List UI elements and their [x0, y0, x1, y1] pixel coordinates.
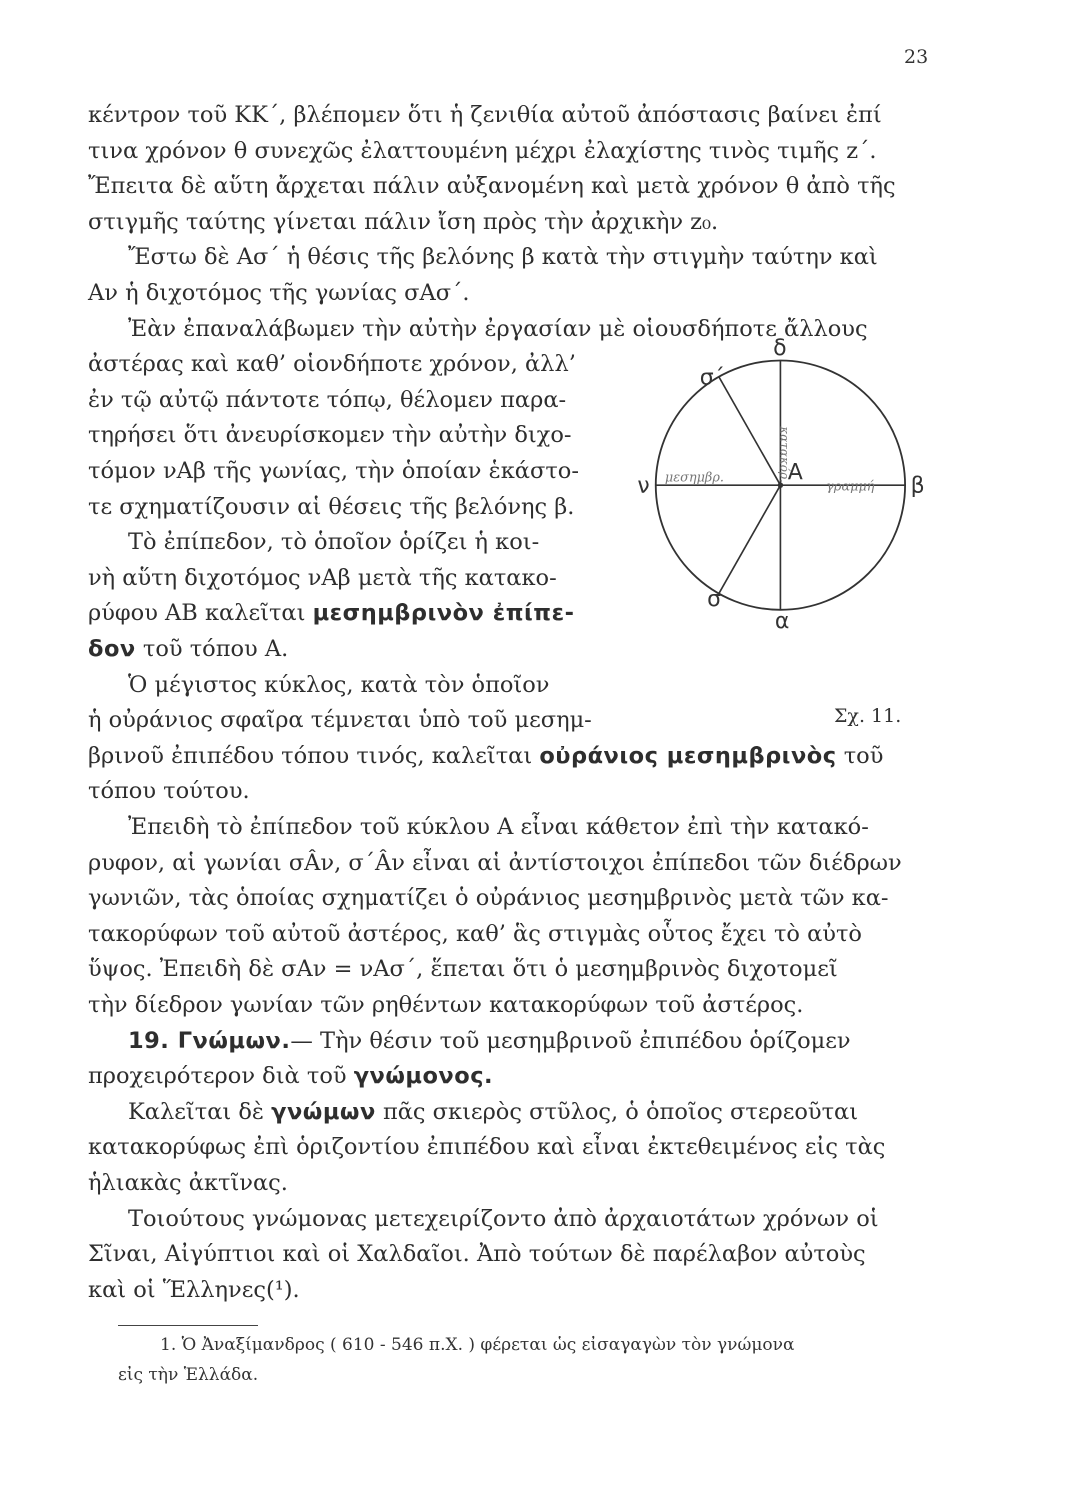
- handwritten-note-right: γραμμή: [826, 479, 875, 495]
- text-line: ρυφον, αἱ γωνίαι σÂν, σ΄Âν εἶναι αἱ ἀντίστοιχοι ἐπίπεδοι τῶν διέδρων: [88, 849, 902, 876]
- text-span: — Τὴν θέσιν τοῦ μεσημβρινοῦ ἐπιπέδου ὁρίζομεν: [290, 1027, 851, 1054]
- text-line: Τὸ ἐπίπεδον, τὸ ὁποῖον ὁρίζει ἡ κοι-: [128, 529, 540, 556]
- text-line: Ἔστω δὲ Ασ΄ ἡ θέσις τῆς βελόνης β κατὰ τὴν στιγμὴν ταύτην καὶ: [128, 244, 878, 271]
- footnote-line: εἰς τὴν Ἑλλάδα.: [118, 1364, 259, 1385]
- text-span: Καλεῖται δὲ: [128, 1098, 272, 1125]
- text-line: Ὁ μέγιστος κύκλος, κατὰ τὸν ὁποῖον: [128, 671, 550, 698]
- text-line: Ἔπειτα δὲ αὕτη ἄρχεται πάλιν αὐξανομένη καὶ μετὰ χρόνον θ ἀπὸ τῆς: [88, 173, 896, 200]
- footnote-line: 1. Ὁ Ἀναξίμανδρος ( 610 - 546 π.Χ. ) φέρεται ὡς εἰσαγαγὼν τὸν γνώμονα: [160, 1334, 795, 1355]
- text-line: Σῖναι, Αἰγύπτιοι καὶ οἱ Χαλδαῖοι. Ἀπὸ τούτων δὲ παρέλαβον αὐτοὺς: [88, 1241, 866, 1268]
- text-line: καὶ οἱ Ἕλληνες(¹).: [88, 1276, 300, 1303]
- text-span: βρινοῦ ἐπιπέδου τόπου τινός, καλεῖται: [88, 742, 540, 769]
- label-alpha: α: [774, 609, 790, 635]
- text-line: ἡλιακὰς ἀκτῖνας.: [88, 1170, 288, 1196]
- handwritten-note-top: κατακόρ.: [777, 426, 792, 483]
- center-point: [778, 483, 784, 489]
- text-line: ἐν τῷ αὐτῷ πάντοτε τόπῳ, θέλομεν παρα-: [88, 386, 567, 413]
- text-line: Αν ἡ διχοτόμος τῆς γωνίας σΑσ΄.: [88, 280, 470, 306]
- section-heading-line: [128, 1026, 851, 1056]
- text-line: τόμον νΑβ τῆς γωνίας, τὴν ὁποίαν ἑκάστο-: [88, 458, 579, 484]
- label-sigma-prime: σ΄: [699, 365, 725, 391]
- text-line: [88, 634, 288, 664]
- footnote-rule: [118, 1325, 258, 1326]
- text-line: [128, 1097, 858, 1127]
- section-heading: 19. Γνώμων.: [128, 1027, 291, 1054]
- meridian-figure: [620, 333, 950, 693]
- text-line: κέντρον τοῦ ΚΚ΄, βλέπομεν ὅτι ἡ ζενιθία αὐτοῦ ἀπόστασις βαίνει ἐπί: [88, 102, 882, 128]
- text-line: Ἐπειδὴ τὸ ἐπίπεδον τοῦ κύκλου Α εἶναι κάθετον ἐπὶ τὴν κατακό-: [128, 814, 869, 840]
- term-gnomon-def: γνώμων: [271, 1098, 376, 1125]
- text-line: Τοιούτους γνώμονας μετεχειρίζοντο ἀπὸ ἀρχαιοτάτων χρόνων οἱ: [128, 1205, 879, 1232]
- text-span: τοῦ τόπου Α.: [135, 636, 289, 662]
- a-sigma-line: [719, 485, 780, 593]
- term-celestial-meridian: οὐράνιος μεσημβρινὸς: [539, 742, 837, 769]
- text-line: Ἐὰν ἐπαναλάβωμεν τὴν αὐτὴν ἐργασίαν μὲ οἱουσδήποτε ἄλλους: [128, 315, 868, 342]
- label-sigma: σ: [707, 587, 722, 613]
- label-nu: ν: [637, 473, 650, 499]
- term-gnomon: γνώμονος.: [353, 1063, 494, 1090]
- text-line: κατακορύφως ἐπὶ ὁριζοντίου ἐπιπέδου καὶ εἶναι ἐκτεθειμένος εἰς τὰς: [88, 1134, 886, 1161]
- text-line: ἡ οὐράνιος σφαῖρα τέμνεται ὑπὸ τοῦ μεσημ-: [88, 707, 592, 734]
- text-line: [88, 741, 883, 771]
- term-meridian-plane: μεσημβρινὸν ἐπίπε-: [312, 600, 575, 627]
- text-line: ὕψος. Ἐπειδὴ δὲ σΑν = νΑσ΄, ἕπεται ὅτι ὁ μεσημβρινὸς διχοτομεῖ: [88, 956, 838, 983]
- text-line: ἀστέρας καὶ καθ’ οἱονδήποτε χρόνον, ἀλλ’: [88, 351, 576, 378]
- text-line: τε σχηματίζουσιν αἱ θέσεις τῆς βελόνης β.: [88, 493, 575, 520]
- a-sigma-prime-line: [719, 377, 780, 485]
- page-number: 23: [904, 46, 929, 68]
- text-line: [88, 1061, 493, 1091]
- text-line: τὴν δίεδρον γωνίαν τῶν ρηθέντων κατακορύφων τοῦ ἀστέρος.: [88, 992, 804, 1018]
- text-span: τοῦ: [836, 742, 884, 769]
- label-beta: β: [910, 473, 925, 499]
- text-span: προχειρότερον διὰ τοῦ: [88, 1063, 354, 1090]
- term-meridian-plane-end: δον: [88, 636, 136, 662]
- text-line: τινα χρόνον θ συνεχῶς ἐλαττουμένη μέχρι ἐλαχίστης τινὸς τιμῆς z΄.: [88, 137, 877, 164]
- text-line: τακορύφων τοῦ αὐτοῦ ἀστέρος, καθ’ ἃς στιγμὰς οὗτος ἔχει τὸ αὐτὸ: [88, 920, 862, 947]
- text-line: νὴ αὕτη διχοτόμος νΑβ μετὰ τῆς κατακο-: [88, 564, 557, 591]
- text-line: γωνιῶν, τὰς ὁποίας σχηματίζει ὁ οὐράνιος μεσημβρινὸς μετὰ τῶν κα-: [88, 885, 889, 912]
- label-delta: δ: [773, 336, 787, 362]
- label-A: Α: [787, 460, 803, 486]
- text-line: τόπου τούτου.: [88, 778, 250, 805]
- figure-caption: Σχ. 11.: [834, 705, 902, 728]
- text-line: τηρήσει ὅτι ἀνευρίσκομεν τὴν αὐτὴν διχο-: [88, 422, 572, 449]
- circle-diagram: [620, 333, 950, 663]
- text-line: [88, 598, 574, 628]
- text-span: πᾶς σκιερὸς στῦλος, ὁ ὁποῖος στερεοῦται: [375, 1098, 859, 1125]
- text-line: στιγμῆς ταύτης γίνεται πάλιν ἴση πρὸς τὴν ἀρχικὴν z₀.: [88, 208, 719, 235]
- text-span: ρύφου ΑΒ καλεῖται: [88, 600, 313, 627]
- handwritten-note-left: μεσημβρ.: [664, 470, 724, 486]
